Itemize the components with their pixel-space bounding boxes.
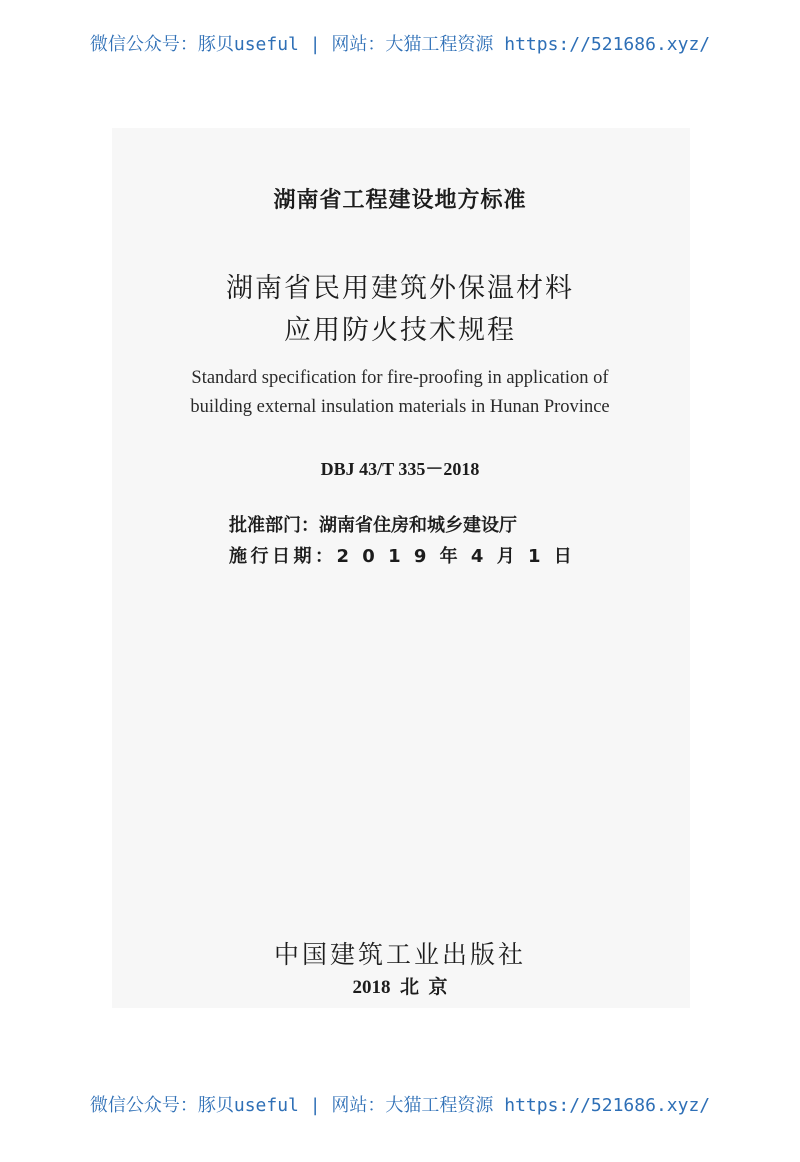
title-en-line-1: Standard specification for fire-proofing in application of — [191, 368, 609, 388]
watermark-top: 微信公众号：豚贝useful | 网站：大猫工程资源 https://521686.xyz/ — [89, 34, 711, 55]
watermark-bottom: 微信公众号：豚贝useful | 网站：大猫工程资源 https://521686.xyz/ — [89, 1095, 711, 1116]
title-cn-line-1: 湖南省民用建筑外保温材料 — [226, 273, 574, 304]
effective-date: 施行日期：2 0 1 9 年 4 月 1 日 — [229, 546, 576, 567]
approval-department: 批准部门：湖南省住房和城乡建设厅 — [229, 515, 517, 536]
series-title: 湖南省工程建设地方标准 — [273, 188, 527, 213]
publisher: 中国建筑工业出版社 — [273, 940, 526, 969]
title-en-line-2: building external insulation materials in Hunan Province — [190, 397, 610, 417]
publish-year-place: 2018 北 京 — [352, 977, 448, 998]
standard-code: DBJ 43/T 335－2018 — [320, 459, 480, 479]
title-cn-line-2: 应用防火技术规程 — [284, 315, 516, 346]
cover-page — [112, 128, 690, 1008]
